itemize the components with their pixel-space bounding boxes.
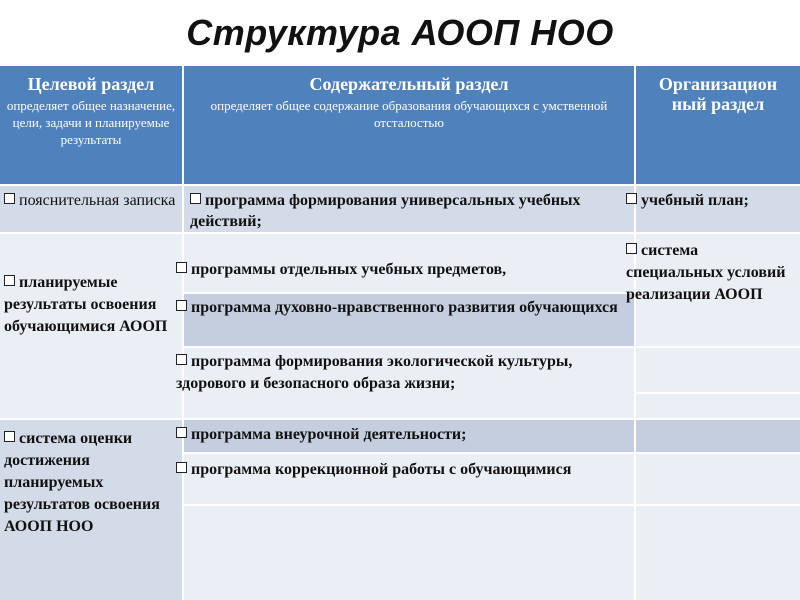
target-item-planned-results: планируемые результаты освоения обучающимися АООП bbox=[4, 274, 168, 335]
checkbox-bullet-icon bbox=[4, 275, 15, 286]
org-separator bbox=[636, 452, 800, 454]
content-separator bbox=[184, 418, 634, 420]
checkbox-bullet-icon bbox=[176, 427, 187, 438]
checkbox-bullet-icon bbox=[626, 193, 637, 204]
content-item-ecological-culture: программа формирования экологической культуры, здорового и безопасного образа жизни; bbox=[176, 353, 573, 392]
header-target-title: Целевой раздел bbox=[27, 74, 155, 94]
content-separator bbox=[184, 346, 634, 348]
checkbox-bullet-icon bbox=[626, 243, 637, 254]
checkbox-bullet-icon bbox=[176, 354, 187, 365]
checkbox-bullet-icon bbox=[176, 262, 187, 273]
org-separator bbox=[636, 504, 800, 506]
org-separator bbox=[636, 346, 800, 348]
content-item-spiritual-development: программа духовно-нравственного развития обучающихся bbox=[176, 297, 626, 318]
content-item-extracurricular: программа внеурочной деятельности; bbox=[176, 424, 626, 445]
content-column-background bbox=[184, 234, 634, 600]
org-separator bbox=[636, 392, 800, 394]
checkbox-bullet-icon bbox=[176, 300, 187, 311]
org-item-curriculum: учебный план; bbox=[626, 190, 798, 211]
content-separator bbox=[184, 292, 634, 294]
header-target-subtitle: определяет общее назначение, цели, задачи и планируемые результаты bbox=[6, 98, 176, 147]
row-separator bbox=[0, 418, 182, 420]
header-org-title: Организацион ный раздел bbox=[658, 74, 778, 114]
row-separator bbox=[0, 232, 800, 234]
header-content-title: Содержательный раздел bbox=[309, 74, 509, 94]
checkbox-bullet-icon bbox=[176, 462, 187, 473]
header-org-section bbox=[636, 66, 800, 184]
checkbox-bullet-icon bbox=[4, 193, 15, 204]
content-item-subject-programs: программы отдельных учебных предметов, bbox=[176, 259, 632, 280]
target-item-explanatory-note: пояснительная записка bbox=[4, 190, 180, 211]
org-separator bbox=[636, 418, 800, 420]
content-separator bbox=[184, 452, 634, 454]
content-item-universal-actions: программа формирования универсальных учебных действий; bbox=[190, 192, 581, 230]
target-item-assessment-system: система оценки достижения планируемых результатов освоения АООП НОО bbox=[4, 430, 160, 535]
checkbox-bullet-icon bbox=[4, 431, 15, 442]
header-target-section bbox=[0, 66, 182, 184]
org-item-special-conditions: система специальных условий реализации АООП bbox=[626, 242, 786, 303]
content-separator bbox=[184, 504, 634, 506]
checkbox-bullet-icon bbox=[190, 193, 201, 204]
org-band bbox=[636, 420, 800, 452]
header-content-section bbox=[184, 66, 634, 184]
header-content-subtitle: определяет общее содержание образования обучающихся с умственной отсталостью bbox=[210, 98, 608, 130]
content-item-correctional-work: программа коррекционной работы с обучающимися bbox=[176, 459, 626, 481]
page-title: Структура АООП НОО bbox=[186, 12, 614, 53]
